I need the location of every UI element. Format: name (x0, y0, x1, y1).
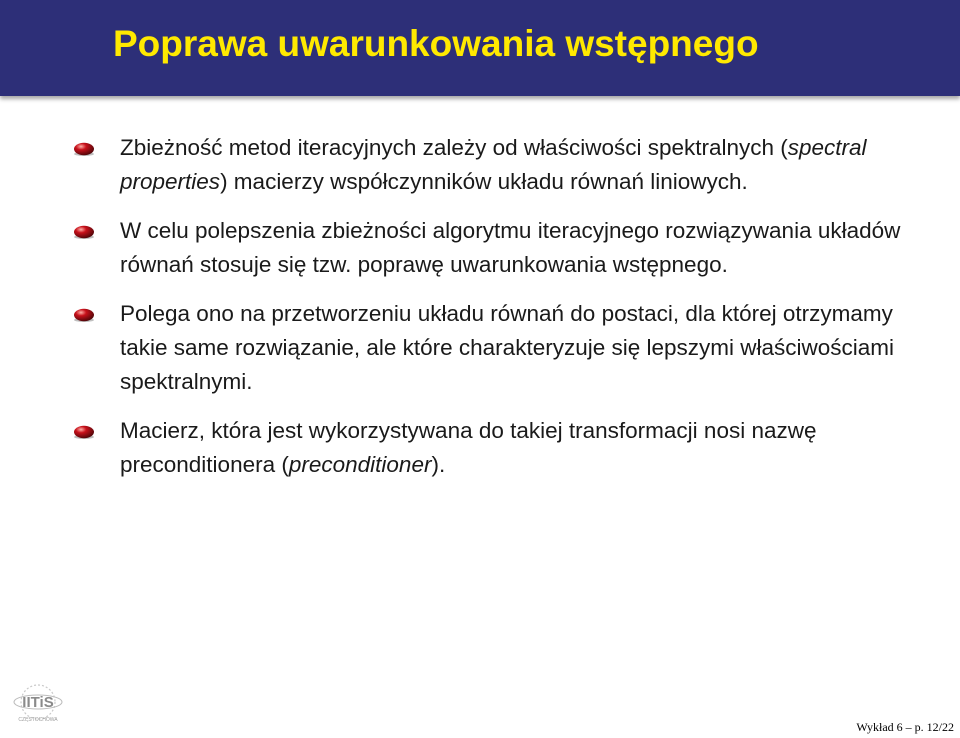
title-bar (0, 0, 960, 96)
bullet-item (70, 214, 920, 282)
bullet-text: W celu polepszenia zbieżności algorytmu iteracyjnego rozwiązywania układów równań stosuje się tzw. poprawę uwarunkowania wstępnego. (120, 218, 901, 277)
bullet-item (70, 297, 920, 399)
italic-term: spectral properties (120, 135, 867, 194)
institute-logo-icon (8, 683, 68, 723)
bullet-item (70, 414, 920, 482)
slide-title: Poprawa uwarunkowania wstępnego (113, 23, 759, 64)
bullet-text: Macierz, która jest wykorzystywana do takiej transformacji nosi nazwę preconditionera (preconditioner). (120, 418, 817, 477)
bullet-item (70, 131, 920, 199)
bullet-text: Polega ono na przetworzeniu układu równań do postaci, dla której otrzymamy takie same rozwiązanie, ale które charakteryzuje się lepszymi właściwościami spektralnymi. (120, 301, 895, 394)
svg-text:IITiS: IITiS (22, 694, 54, 711)
bullet-list (70, 131, 920, 497)
red-sphere-bullet-icon (73, 425, 95, 439)
page-footer: Wykład 6 – p. 12/22 (856, 720, 954, 734)
svg-text:CZĘSTOCHOWA: CZĘSTOCHOWA (18, 717, 58, 723)
red-sphere-bullet-icon (73, 225, 95, 239)
red-sphere-bullet-icon (73, 308, 95, 322)
red-sphere-bullet-icon (73, 142, 95, 156)
italic-term: preconditioner (288, 452, 432, 477)
bullet-text: Zbieżność metod iteracyjnych zależy od właściwości spektralnych (spectral properties) macierzy współczynników układu równań liniowych. (120, 135, 867, 194)
